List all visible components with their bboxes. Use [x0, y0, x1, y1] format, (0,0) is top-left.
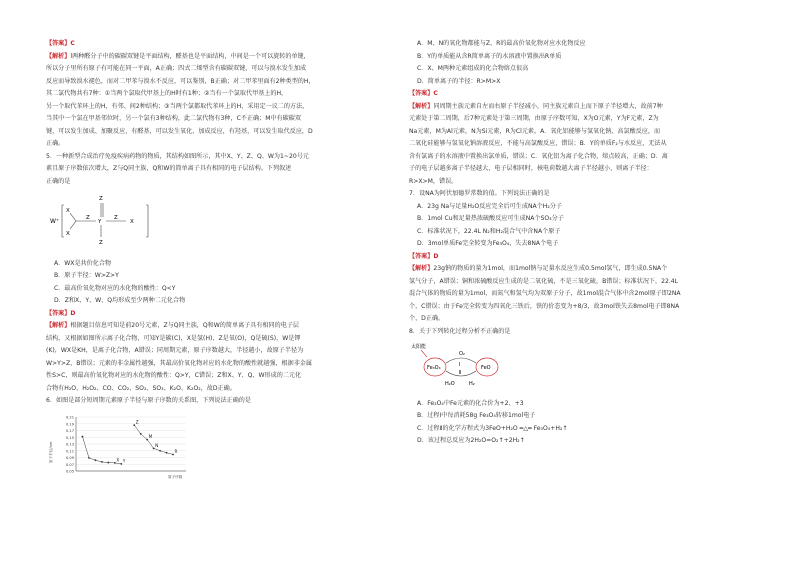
explanation-line: 当其中一个氯在甲基邻位时，另一个氯有3种结构，此二氯代物有3种，C不正确；M中有碳碳双 [46, 115, 301, 122]
left-column [46, 38, 382, 491]
explanation-line: 二氧化硅能够与氢氧化钠溶液反应，不能与高氯酸反应，错误；B．Y的单质F₂与水反应，无法从 [409, 140, 667, 147]
explanation-line: (K)，WX是KH，是离子化合物，A错误；同周期元素，原子序数越大，半径越小，故原子半径为 [46, 347, 304, 354]
point-label: N [155, 442, 159, 448]
explanation-line: 含有氯离子的水溶液中置换出氯单质，错误；C．氧化铝为离子化合物，熔点较高，正确；D．离 [409, 152, 668, 160]
struct-atom: Z [86, 215, 90, 221]
explanation-tag: 【解析】 [409, 102, 434, 110]
explanation-line: 子的电子层越多离子半径越大，电子层相同时，核电荷数越大离子半径越小，则离子半径： [409, 165, 653, 172]
diagram-label: O₂ [459, 351, 465, 357]
diagram-label: FeO [481, 365, 491, 371]
data-point [95, 459, 97, 461]
y-tick-label: 0.15 [65, 435, 74, 440]
y-axis-title: 原子半径/nm [49, 441, 53, 463]
y-tick-label: 0.13 [65, 442, 74, 446]
explanation-line: 个，D正确。 [409, 315, 445, 322]
struct-atom: Z [99, 196, 103, 202]
data-point [107, 461, 109, 463]
explanation-block [46, 320, 382, 395]
explanation-line: 键，可以发生加成、加聚反应，有醛基，可以发生氧化、加成反应，有羟基，可以发生取代反应，D [46, 127, 313, 135]
point-label: M [148, 433, 153, 439]
explanation-line: Na元素，M为Al元素，N为Si元素，R为Cl元素。A．氧化铝能够与氢氧化钠、高氯酸反应，而 [409, 127, 661, 135]
diagram-label: H₂ [469, 381, 475, 387]
diagram-label: Fe₃O₄ [427, 365, 441, 371]
x-axis-title: 原子序数 [168, 474, 183, 479]
explanation-block [409, 101, 745, 189]
explanation-tag: 【解析】 [46, 322, 71, 329]
option-c: C．X、M两种元素组成的化合物熔点很高 [417, 65, 529, 72]
answer-label: 【答案】D [409, 252, 439, 260]
y-tick-label: 0.17 [65, 428, 74, 433]
answer-label: 【答案】C [409, 90, 438, 97]
option-b: B．过程Ⅰ中每消耗58g Fe₃O₄转移1mol电子 [417, 412, 536, 419]
explanation-tag: 【解析】 [46, 52, 71, 60]
explanation-line: l两种醛分子中的碳碳双键是平面结构，醛基也是平面结构，中间是一个可以旋转的单键， [70, 52, 310, 60]
point-label: X [116, 456, 120, 462]
struct-cation: W⁺ [50, 218, 60, 225]
explanation-line: 氢气分子，A错误；铜和浓硫酸反应生成的是二氧化硫，不是三氧化硫，B错误；标准状况下，22.4L [409, 277, 679, 285]
data-point [140, 432, 142, 434]
data-point [88, 456, 90, 458]
question-text: 正确的是 [46, 177, 71, 185]
explanation-line: 正确。 [46, 140, 65, 147]
explanation-block [46, 51, 382, 151]
question-text: 素且原子序数依次增大，Z与Q同主族，Q和W的简单离子具有相同的电子层结构。下列叙述 [46, 165, 292, 172]
point-label: Y [122, 457, 126, 463]
explanation-line: 混合气体的物质的量为1mol，而氮气和氢气均为双原子分子，故1mol混合气体中含2mol原子即2NA [409, 290, 681, 297]
option-b: B．原子半径：W>Z>Y [54, 272, 119, 279]
diagram-label: Ⅱ [459, 370, 462, 376]
explanation-line: 其二氯代物共有7种：①当两个氯取代甲基上的H时有1种；②当有一个氯取代甲基上的H， [46, 90, 288, 97]
explanation-line: 反应而导致溴水褪色，而对二甲苯与溴水不反应，可以鉴别，B正确；对二甲苯里面有2种类型的H， [46, 77, 315, 85]
struct-atom: X [66, 208, 70, 214]
right-column [409, 38, 745, 448]
option-b: B．1mol Cu和足量热浓硫酸反应可生成NA个SO₃分子 [417, 215, 564, 222]
option-a: A．23g Na与足量H₂O反应完全后可生成NA个H₂分子 [417, 202, 563, 210]
y-tick-label: 0.09 [65, 455, 74, 460]
explanation-line: 另一个取代苯环上的H，有邻、间2种结构；③当两个氯都取代苯环上的H，采用定一议二的方法， [46, 102, 309, 110]
explanation-tag: 【解析】 [409, 265, 434, 272]
y-tick-label: 0.21 [65, 415, 74, 419]
y-tick-label: 0.11 [65, 448, 74, 453]
option-c: C．最高价氧化物对应的水化物的酸性：Q<Y [54, 284, 176, 292]
data-point [159, 449, 161, 451]
data-point [82, 435, 84, 437]
explanation-line: 性S>C，则最高价氧化物对应的水化物的酸性：Q>Y，C错误；Z和X、Y、Q、W形成的二元化 [46, 372, 302, 379]
y-tick-label: 0.05 [65, 469, 74, 473]
explanation-line: 所以分子里所有原子有可能在同一平面，A正确；四式二烯型含有碳碳双键，可以与溴水发生加成 [46, 65, 307, 72]
answer-label: 【答案】D [46, 309, 76, 317]
explanation-line: 结构，又根据如图所示离子化合物，可知Y是碳(C)，X是氢(H)，Z是氧(O)，Q是硫(S)，W是钾 [46, 334, 301, 342]
question-6-text: 6．如图是部分短周期元素原子半径与原子序数的关系图，下列说法正确的是 [46, 397, 251, 404]
question-7-text: 7．设NA为阿伏加德罗常数的值。下列说法正确的是 [409, 190, 550, 197]
struct-atom: Z [99, 240, 103, 246]
struct-atom: X [66, 231, 70, 237]
explanation-line: 合物有H₂O、H₂O₂、CO、CO₂、SO₂、SO₃、K₂O、K₂O₂，故D正确。 [46, 384, 236, 392]
question-5 [46, 151, 382, 189]
data-point [166, 451, 168, 453]
struct-atom: Z [114, 215, 118, 221]
answer-label: 【答案】C [46, 40, 75, 47]
explanation-line: W>Y>Z，B错误；元素的非金属性越强，其最高价氧化物对应的水化物的酸性就越强，根据非金属 [46, 359, 312, 367]
question-8-text: 8．关于下列转化过程分析不正确的是 [409, 327, 511, 335]
option-a: A．Fe₃O₄中Fe元素的化合价为+2、+3 [417, 399, 524, 407]
diagram-label: 太阳能 [411, 344, 427, 350]
y-tick-label: 0.07 [65, 462, 74, 467]
explanation-line: 个，C错误；由于Fe完全转变为四氧化三铁后，铁的价态变为+8/3，故3mol铁失去8mol电子即8NA [409, 302, 680, 310]
diagram-label: Ⅰ [459, 362, 461, 368]
option-c: C．标准状况下，22.4L N₂和H₂混合气中含NA个原子 [417, 227, 561, 235]
explanation-block [409, 263, 745, 326]
option-d: D．Z和X、Y、W、Q均形成至少两种二元化合物 [54, 297, 186, 304]
option-a: A．WX是共价化合物 [54, 259, 112, 267]
point-label: Z [135, 419, 139, 425]
radius-chart [46, 411, 196, 483]
series-line [134, 425, 173, 454]
struct-atom: X [130, 219, 134, 225]
point-label: R [174, 448, 178, 454]
option-d: D．3mol单质Fe完全转变为Fe₃O₄，失去8NA个电子 [417, 240, 559, 247]
option-c: C．过程Ⅱ的化学方程式为3FeO+H₂O ═△═ Fe₃O₄+H₂↑ [417, 424, 568, 432]
y-tick-label: 0.19 [65, 421, 74, 426]
explanation-line: 根据题目信息可知是前20号元素，Z与Q同主族，Q和W的简单离子具有相同的电子层 [70, 322, 300, 329]
explanation-line: R>X>M，错误。 [409, 177, 458, 185]
option-b: B．Y的单质能从含R简单离子的水溶液中置换出R单质 [417, 52, 562, 60]
question-text: 5．一种新型合成治疗免疫疾病药物的物质，其结构如图所示，其中X、Y、Z、Q、W为1~20号元 [46, 152, 309, 160]
structure-formula [46, 191, 166, 249]
option-d: D．该过程总反应为2H₂O=O₂↑+2H₂↑ [417, 437, 525, 444]
explanation-line: 同周期主族元素自左而右原子半径减小，同主族元素自上而下原子半径增大，故前7种 [433, 102, 663, 110]
option-d: D．简单离子的半径：R>M>X [417, 77, 501, 85]
struct-atom: Y [98, 219, 102, 225]
data-point [101, 460, 103, 462]
explanation-line: 23g钠的物质的量为1mol，而1mol钠与足量水反应生成0.5mol氢气，即生成0.5NA个 [433, 265, 668, 272]
option-a: A．M、N的氧化物都能与Z、R的最高价氧化物对应水化物反应 [417, 40, 586, 47]
explanation-line: 元素处于第二周期，后7种元素处于第三周期，由原子序数可知，X为O元素，Y为F元素，Z为 [409, 115, 659, 122]
diagram-label: H₂O [445, 381, 455, 387]
cycle-diagram [409, 341, 519, 389]
